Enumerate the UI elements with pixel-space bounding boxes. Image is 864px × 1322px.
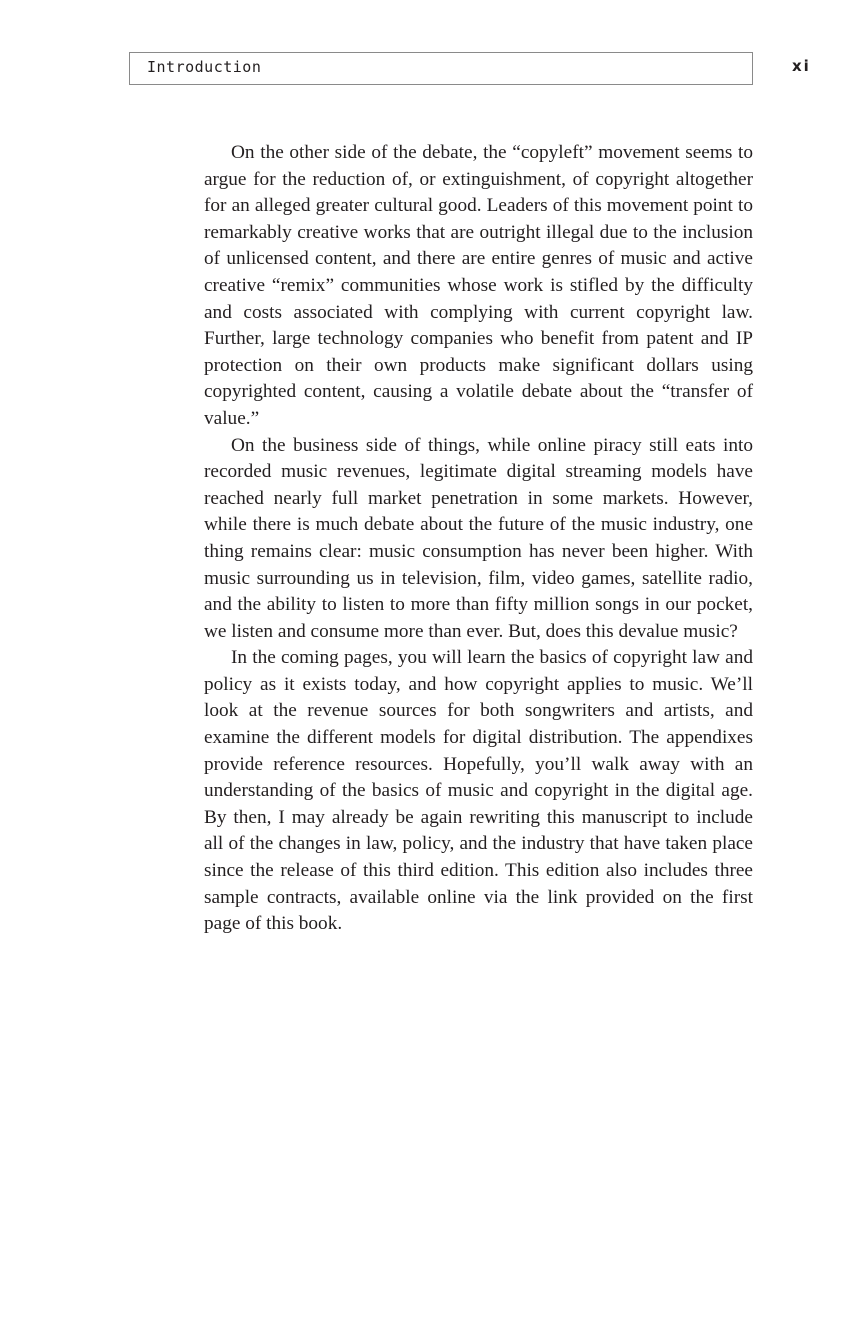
paragraph: On the other side of the debate, the “copyleft” movement seems to argue for the reduction of, or extinguishment, of copyright altogether for an alleged greater cultural good. Leaders of this movement point to remarkably creative works that are outright illegal due to the inclusion of unlicensed content, and there are entire genres of music and active creative “remix” communities whose work is stifled by the difficulty and costs associated with complying with current copyright law. Further, large technology companies who benefit from patent and IP protection on their own products make significant dollars using copyrighted content, causing a volatile debate about the “transfer of value.” <box>204 142 753 429</box>
body-text <box>204 140 753 938</box>
running-head-title: Introduction <box>147 58 262 76</box>
page-number: xi <box>792 57 811 75</box>
paragraph: In the coming pages, you will learn the basics of copyright law and policy as it exists today, and how copyright applies to music. We’ll look at the revenue sources for both songwriters and artists, and examine the different models for digital distribution. The appendixes provide reference resources. Hopefully, you’ll walk away with an understanding of the basics of music and copyright in the digital age. By then, I may already be again rewriting this manuscript to include all of the changes in law, policy, and the industry that have taken place since the release of this third edition. This edition also includes three sample contracts, available online via the link provided on the first page of this book. <box>204 647 753 935</box>
paragraph: On the business side of things, while online piracy still eats into recorded music revenues, legitimate digital streaming models have reached nearly full market penetration in some markets. However, while there is much debate about the future of the music industry, one thing remains clear: music consumption has never been higher. With music surrounding us in television, film, video games, satellite radio, and the ability to listen to more than fifty million songs in our pocket, we listen and consume more than ever. But, does this devalue music? <box>204 434 753 642</box>
running-head <box>129 52 753 85</box>
